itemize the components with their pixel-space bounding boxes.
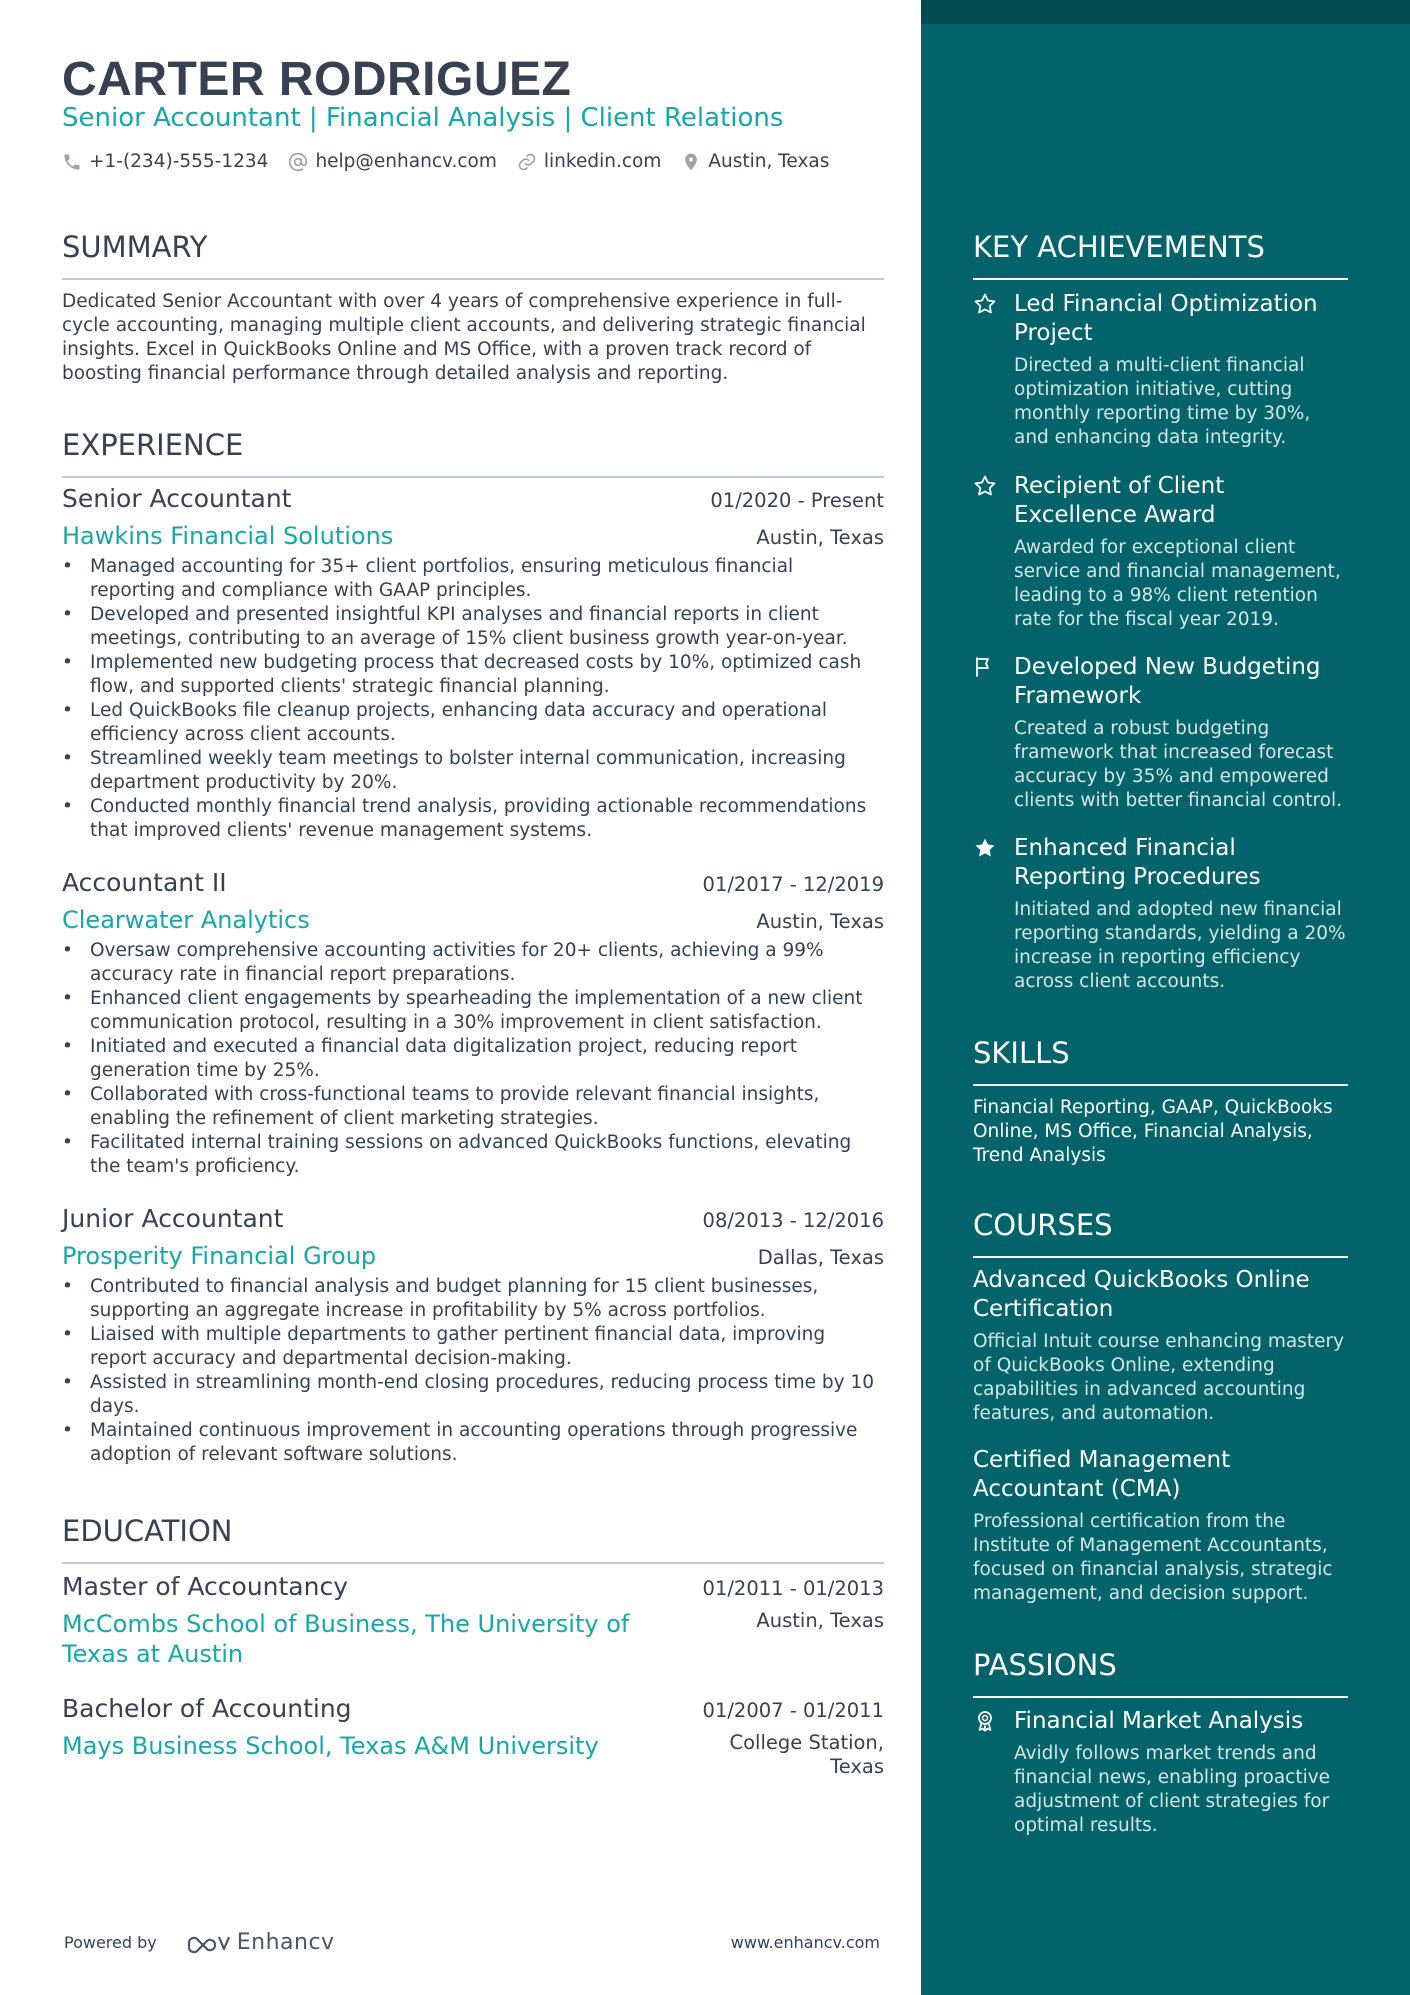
education-heading: EDUCATION — [62, 1514, 884, 1564]
achievement-desc: Initiated and adopted new financial reporting standards, yielding a 20% increase in reporting efficiency across client accounts. — [1014, 899, 1346, 992]
education-entry — [62, 1694, 884, 1779]
linkedin-text: linkedin.com — [543, 151, 662, 172]
experience-entry — [62, 868, 884, 1179]
summary-text: Dedicated Senior Accountant with over 4 years of comprehensive experience in full-cycle accounting, managing multiple client accounts, and delivering strategic financial insights. Excel in QuickBooks Online and MS Office, with a proven track record of boosting financial performance through detailed analysis and reporting. — [62, 291, 866, 384]
education-location: College Station, Texas — [729, 1731, 884, 1778]
experience-entry — [62, 1204, 884, 1467]
star-outline-icon — [973, 292, 997, 316]
powered-by — [64, 1930, 335, 1955]
achievement-item — [973, 290, 1348, 450]
bullet-item: • Conducted monthly financial trend analysis, providing actionable recommendations that improved clients' revenue management systems. — [62, 795, 884, 843]
sidebar-top-bar — [921, 0, 1410, 24]
achievement-title: Recipient of Client Excellence Award — [1014, 473, 1225, 528]
achievement-title: Led Financial Optimization Project — [1014, 291, 1318, 346]
school-name: McCombs School of Business, The University of Texas at Austin — [62, 1610, 630, 1668]
contact-linkedin[interactable] — [517, 151, 661, 172]
school-name: Mays Business School, Texas A&M University — [62, 1732, 599, 1760]
degree-title: Bachelor of Accounting — [62, 1694, 352, 1723]
skills-list: Financial Reporting, GAAP, QuickBooks Online, MS Office, Financial Analysis, Trend Analysis — [973, 1097, 1333, 1166]
bullet-item: • Liaised with multiple departments to gather pertinent financial data, improving report accuracy and departmental decision-making. — [62, 1323, 884, 1371]
company-name: Hawkins Financial Solutions — [62, 522, 394, 550]
achievements-heading: KEY ACHIEVEMENTS — [973, 230, 1348, 280]
bullet-item: • Enhanced client engagements by spearheading the implementation of a new client communication protocol, resulting in a 30% improvement in client satisfaction. — [62, 987, 884, 1035]
email-text: help@enhancv.com — [315, 151, 497, 172]
job-dates: 01/2020 - Present — [710, 489, 884, 512]
powered-by-label: Powered by — [64, 1933, 157, 1952]
achievement-item — [973, 472, 1348, 632]
star-outline-icon — [973, 474, 997, 498]
star-filled-icon — [973, 836, 997, 860]
award-ribbon-icon — [973, 1709, 997, 1733]
job-title: Accountant II — [62, 868, 227, 897]
location-text: Austin, Texas — [708, 151, 830, 172]
achievement-desc: Awarded for exceptional client service and financial management, leading to a 98% client retention rate for the fiscal year 2019. — [1014, 537, 1341, 630]
experience-heading: EXPERIENCE — [62, 428, 884, 478]
brand-name: Enhancv — [236, 1930, 335, 1955]
bullet-item: • Oversaw comprehensive accounting activities for 20+ clients, achieving a 99% accuracy rate in financial report preparations. — [62, 939, 884, 987]
at-icon — [288, 152, 308, 172]
job-bullets — [62, 939, 884, 1179]
footer-website[interactable]: www.enhancv.com — [730, 1933, 880, 1952]
job-location: Dallas, Texas — [757, 1246, 884, 1269]
bullet-item: • Contributed to financial analysis and budget planning for 15 client businesses, supporting an aggregate increase in profitability by 5% across portfolios. — [62, 1275, 884, 1323]
job-title: Junior Accountant — [62, 1204, 284, 1233]
bullet-item: • Developed and presented insightful KPI analyses and financial reports in client meetings, contributing to an average of 15% client business growth year-on-year. — [62, 603, 884, 651]
summary-heading: SUMMARY — [62, 230, 884, 280]
education-entry — [62, 1572, 884, 1669]
company-name: Prosperity Financial Group — [62, 1242, 377, 1270]
bullet-item: • Maintained continuous improvement in accounting operations through progressive adoption of relevant software solutions. — [62, 1419, 884, 1467]
education-dates: 01/2011 - 01/2013 — [702, 1577, 884, 1600]
experience-entry — [62, 484, 884, 843]
contact-email[interactable] — [288, 151, 496, 172]
phone-icon — [62, 152, 82, 172]
course-title: Advanced QuickBooks Online Certification — [973, 1267, 1310, 1322]
candidate-name: CARTER RODRIGUEZ — [62, 53, 572, 106]
achievement-desc: Directed a multi-client financial optimization initiative, cutting monthly reporting time by 30%, and enhancing data integrity. — [1014, 355, 1311, 448]
job-title: Senior Accountant — [62, 484, 292, 513]
achievement-title: Developed New Budgeting Framework — [1014, 654, 1321, 709]
company-name: Clearwater Analytics — [62, 906, 310, 934]
job-bullets — [62, 1275, 884, 1467]
bullet-item: • Managed accounting for 35+ client portfolios, ensuring meticulous financial reporting and compliance with GAAP principles. — [62, 555, 884, 603]
location-pin-icon — [681, 152, 701, 172]
job-location: Austin, Texas — [756, 910, 884, 933]
course-desc: Professional certification from the Institute of Management Accountants, focused on financial analysis, strategic management, and decision support. — [973, 1511, 1333, 1604]
course-item — [973, 1266, 1348, 1426]
headline: Senior Accountant | Financial Analysis | Client Relations — [62, 103, 784, 133]
contact-phone[interactable] — [62, 151, 268, 172]
job-bullets — [62, 555, 884, 843]
brand-logo[interactable] — [185, 1930, 335, 1955]
job-dates: 01/2017 - 12/2019 — [702, 873, 884, 896]
achievement-item — [973, 834, 1348, 994]
phone-text: +1-(234)-555-1234 — [89, 151, 269, 172]
course-title: Certified Management Accountant (CMA) — [973, 1447, 1231, 1502]
job-location: Austin, Texas — [756, 526, 884, 549]
skills-heading: SKILLS — [973, 1036, 1348, 1086]
contact-location — [681, 151, 829, 172]
course-item — [973, 1446, 1348, 1606]
link-icon — [517, 152, 537, 172]
passion-desc: Avidly follows market trends and financial news, enabling proactive adjustment of client strategies for optimal results. — [1014, 1743, 1331, 1836]
courses-heading: COURSES — [973, 1208, 1348, 1258]
education-dates: 01/2007 - 01/2011 — [702, 1699, 884, 1722]
passion-item — [973, 1707, 1348, 1838]
contact-bar — [62, 151, 849, 172]
passions-heading: PASSIONS — [973, 1648, 1348, 1698]
bullet-item: • Implemented new budgeting process that decreased costs by 10%, optimized cash flow, and supported clients' strategic financial planning. — [62, 651, 884, 699]
achievement-title: Enhanced Financial Reporting Procedures — [1014, 835, 1261, 890]
bullet-item: • Streamlined weekly team meetings to bolster internal communication, increasing department productivity by 20%. — [62, 747, 884, 795]
passion-title: Financial Market Analysis — [1014, 1708, 1304, 1734]
education-location: Austin, Texas — [756, 1609, 884, 1632]
bullet-item: • Facilitated internal training sessions on advanced QuickBooks functions, elevating the team's proficiency. — [62, 1131, 884, 1179]
job-dates: 08/2013 - 12/2016 — [702, 1209, 884, 1232]
footer — [64, 1930, 880, 1955]
bullet-item: • Led QuickBooks file cleanup projects, enhancing data accuracy and operational efficiency across client accounts. — [62, 699, 884, 747]
bullet-item: • Initiated and executed a financial data digitalization project, reducing report generation time by 25%. — [62, 1035, 884, 1083]
bullet-item: • Assisted in streamlining month-end closing procedures, reducing process time by 10 days. — [62, 1371, 884, 1419]
achievement-desc: Created a robust budgeting framework that increased forecast accuracy by 35% and empowered clients with better financial control. — [1014, 718, 1343, 811]
course-desc: Official Intuit course enhancing mastery of QuickBooks Online, extending capabilities in advanced accounting features, and automation. — [973, 1331, 1345, 1424]
achievement-item — [973, 653, 1348, 813]
bullet-item: • Collaborated with cross-functional teams to provide relevant financial insights, enabling the refinement of client marketing strategies. — [62, 1083, 884, 1131]
flag-icon — [973, 655, 997, 679]
degree-title: Master of Accountancy — [62, 1572, 349, 1601]
enhancv-logo-icon — [185, 1931, 231, 1955]
